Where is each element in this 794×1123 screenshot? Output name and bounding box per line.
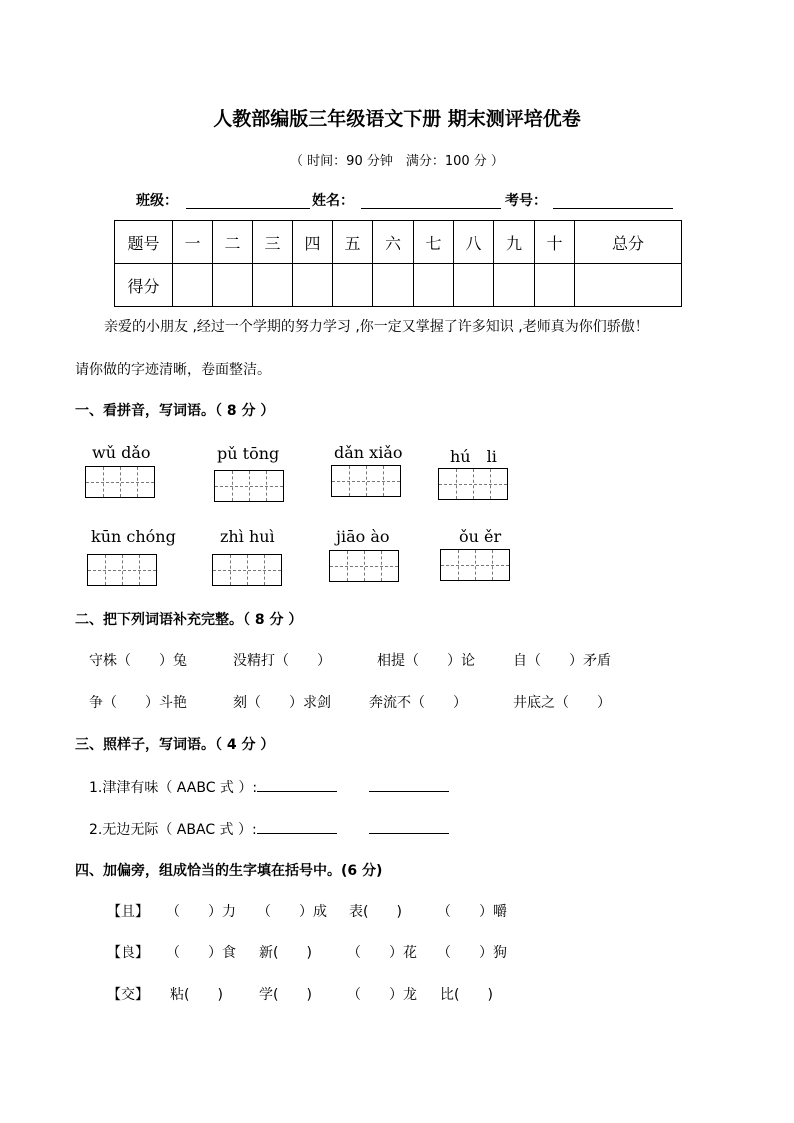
intro-line-2: 请你做的字迹清晰，卷面整洁。 — [75, 362, 271, 378]
header-cell: 五 — [333, 221, 373, 264]
pinyin-label: kūn chóng — [91, 527, 176, 546]
pattern-item — [89, 777, 449, 797]
radical-item: 学( ) — [259, 987, 312, 1003]
exam-title: 人教部编版三年级语文下册 期末测评培优卷 — [213, 108, 581, 130]
score-cell[interactable] — [494, 264, 535, 307]
score-cell[interactable] — [373, 264, 414, 307]
section-4-title: 四、加偏旁，组成恰当的生字填在括号中。(6 分) — [75, 863, 383, 879]
pattern-label: 2.无边无际（ ABAC 式 ）: — [89, 822, 257, 838]
section-2-title: 二、把下列词语补充完整。（ 8 分 ） — [75, 612, 303, 628]
header-cell: 题号 — [115, 221, 173, 264]
header-cell: 八 — [454, 221, 494, 264]
score-cell[interactable] — [213, 264, 253, 307]
header-cell: 七 — [414, 221, 454, 264]
header-cell: 二 — [213, 221, 253, 264]
writing-grid[interactable] — [438, 468, 508, 500]
answer-blank[interactable] — [369, 777, 449, 792]
writing-grid[interactable] — [440, 549, 510, 581]
pinyin-label: hú li — [450, 447, 497, 466]
idiom-item: 自（ ）矛盾 — [513, 653, 611, 669]
header-cell: 六 — [373, 221, 414, 264]
header-cell: 四 — [293, 221, 333, 264]
radical-item: （ ）力 — [166, 904, 236, 920]
score-cell[interactable] — [253, 264, 293, 307]
pinyin-label: jiāo ào — [336, 527, 390, 546]
radical-key: 【交】 — [107, 987, 149, 1003]
radical-item: 粘( ) — [170, 987, 223, 1003]
radical-item: （ ）花 — [347, 945, 417, 961]
name-label: 姓名： — [312, 193, 354, 209]
pinyin-label: pǔ tōng — [217, 444, 280, 463]
pattern-label: 1.津津有味（ AABC 式 ）: — [89, 780, 258, 796]
score-cell[interactable] — [293, 264, 333, 307]
pinyin-label: zhì huì — [220, 527, 275, 546]
radical-item: 比( ) — [440, 987, 493, 1003]
answer-blank[interactable] — [257, 819, 337, 834]
radical-item: 新( ) — [259, 945, 312, 961]
radical-item: （ ）食 — [166, 945, 236, 961]
idiom-item: 争（ ）斗艳 — [89, 695, 187, 711]
score-cell[interactable] — [414, 264, 454, 307]
header-cell: 九 — [494, 221, 535, 264]
idiom-item: 没精打（ ） — [233, 653, 331, 669]
idiom-item: 刻（ ）求剑 — [233, 695, 331, 711]
class-field[interactable] — [186, 208, 310, 209]
radical-item: （ ）龙 — [347, 987, 417, 1003]
header-cell: 总分 — [575, 221, 682, 264]
radical-key: 【良】 — [107, 945, 149, 961]
writing-grid[interactable] — [329, 550, 399, 582]
pattern-item — [89, 819, 449, 839]
writing-grid[interactable] — [85, 466, 155, 498]
intro-line-1: 亲爱的小朋友 ,经过一个学期的努力学习 ,你一定又掌握了许多知识 ,老师真为你们骄傲！ — [104, 319, 649, 335]
answer-blank[interactable] — [257, 777, 337, 792]
header-cell: 十 — [535, 221, 575, 264]
radical-key: 【且】 — [107, 904, 149, 920]
score-label-cell: 得分 — [115, 264, 173, 307]
radical-item: 表( ) — [349, 904, 402, 920]
score-table — [114, 220, 682, 307]
name-field[interactable] — [361, 208, 501, 209]
idiom-item: 相提（ ）论 — [377, 653, 475, 669]
score-cell[interactable] — [173, 264, 213, 307]
class-label: 班级： — [136, 193, 178, 209]
header-cell: 一 — [173, 221, 213, 264]
idiom-item: 奔流不（ ） — [369, 695, 467, 711]
number-field[interactable] — [553, 208, 673, 209]
score-cell[interactable] — [535, 264, 575, 307]
header-cell: 三 — [253, 221, 293, 264]
score-cell[interactable] — [454, 264, 494, 307]
pinyin-label: wǔ dǎo — [92, 443, 151, 462]
score-cell[interactable] — [575, 264, 682, 307]
writing-grid[interactable] — [214, 470, 284, 502]
radical-item: （ ）嚼 — [437, 904, 507, 920]
radical-item: （ ）狗 — [437, 945, 507, 961]
writing-grid[interactable] — [87, 554, 157, 586]
pinyin-label: ǒu ěr — [459, 527, 502, 546]
number-label: 考号： — [505, 193, 547, 209]
writing-grid[interactable] — [331, 465, 401, 497]
idiom-item: 井底之（ ） — [513, 695, 611, 711]
pinyin-label: dǎn xiǎo — [334, 443, 403, 462]
section-3-title: 三、照样子，写词语。（ 4 分 ） — [75, 737, 275, 753]
score-cell[interactable] — [333, 264, 373, 307]
idiom-item: 守株（ ）兔 — [89, 653, 187, 669]
answer-blank[interactable] — [369, 819, 449, 834]
writing-grid[interactable] — [212, 554, 282, 586]
radical-item: （ ）成 — [257, 904, 327, 920]
section-1-title: 一、看拼音，写词语。（ 8 分 ） — [75, 403, 275, 419]
exam-subtitle: （ 时间：90 分钟 满分：100 分 ） — [290, 154, 504, 169]
